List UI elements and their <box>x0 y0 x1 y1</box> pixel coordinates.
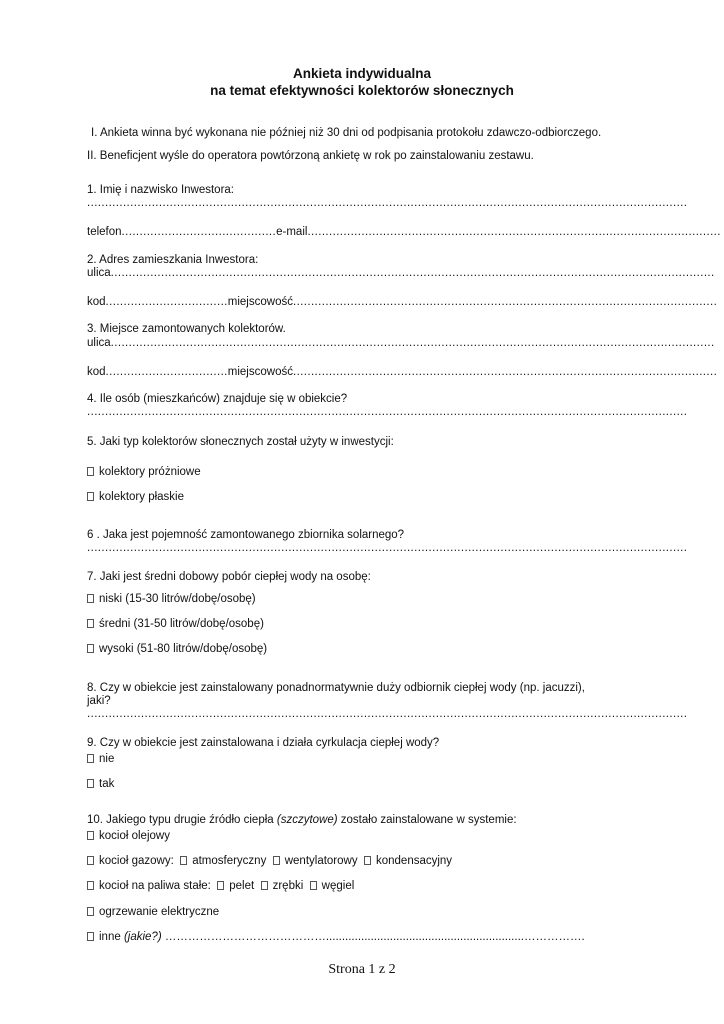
q2-street-line <box>87 266 715 280</box>
checkbox[interactable] <box>364 856 371 865</box>
checkbox[interactable] <box>87 831 94 840</box>
q3-city-field[interactable]: ...................................................................................................................... <box>292 366 718 378</box>
checkbox[interactable] <box>310 881 317 890</box>
solid-woodchips: zrębki <box>272 880 304 892</box>
checkbox[interactable] <box>87 594 94 603</box>
q10-other-field[interactable]: ……………………………………..............................................................……………. <box>161 931 585 943</box>
q7-option-medium[interactable]: średni (31-50 litrów/dobę/osobę) <box>87 617 264 631</box>
q3-street-label: ulica <box>87 337 111 349</box>
q5-label: 5. Jaki typ kolektorów słonecznych został użyty w inwestycji: <box>87 436 394 448</box>
q8-label: 8. Czy w obiekcie jest zainstalowany ponadnormatywnie duży odbiornik ciepłej wody (np. jacuzzi), <box>87 682 585 694</box>
q1-label: 1. Imię i nazwisko Inwestora: <box>87 184 235 196</box>
checkbox[interactable] <box>180 856 187 865</box>
q10-option-electric-heating[interactable]: ogrzewanie elektryczne <box>87 905 219 919</box>
q7-label: 7. Jaki jest średni dobowy pobór ciepłej wody na osobę: <box>87 571 371 583</box>
checkbox[interactable] <box>87 881 94 890</box>
q8-label-cont: jaki? <box>87 695 111 707</box>
solid-coal: węgiel <box>321 880 355 892</box>
q9-label: 9. Czy w obiekcie jest zainstalowana i działa cyrkulacja ciepłej wody? <box>87 737 440 749</box>
q6-label: 6 . Jaka jest pojemność zamontowanego zbiornika solarnego? <box>87 529 405 541</box>
checkbox[interactable] <box>87 856 94 865</box>
q2-city-field[interactable]: ...................................................................................................................... <box>292 296 718 308</box>
q9-option-no[interactable]: nie <box>87 752 114 766</box>
q1-name-field[interactable]: ....................................................................................................................................................................... <box>87 197 688 209</box>
checkbox[interactable] <box>87 644 94 653</box>
q3-code-field[interactable]: .................................. <box>105 366 228 378</box>
q8-answer-field[interactable]: ....................................................................................................................................................................... <box>87 708 688 720</box>
q1-email-label: e-mail <box>276 226 308 238</box>
q1-email-field[interactable]: ................................................................................................................... <box>307 226 721 238</box>
q2-city-label: miejscowość <box>227 296 293 308</box>
q2-street-field[interactable]: ........................................................................................................................................................................ <box>110 267 715 279</box>
page-number: Strona 1 z 2 <box>328 962 396 977</box>
checkbox[interactable] <box>87 467 94 476</box>
q10-option-other[interactable]: inne (jakie?) ……………………………………..............................................................……………. <box>87 930 637 944</box>
checkbox[interactable] <box>87 907 94 916</box>
checkbox[interactable] <box>273 856 280 865</box>
q10-option-oil-boiler[interactable]: kocioł olejowy <box>87 829 170 843</box>
form-subtitle: na temat efektywności kolektorów słonecznych <box>210 83 514 98</box>
q3-street-field[interactable]: ........................................................................................................................................................................ <box>110 337 715 349</box>
q2-code-label: kod <box>87 296 106 308</box>
q2-label: 2. Adres zamieszkania Inwestora: <box>87 254 259 266</box>
q5-option-vacuum[interactable]: kolektory próżniowe <box>87 465 201 479</box>
checkbox[interactable] <box>261 881 268 890</box>
q7-option-low[interactable]: niski (15-30 litrów/dobę/osobę) <box>87 592 256 606</box>
q2-street-label: ulica <box>87 267 111 279</box>
checkbox[interactable] <box>217 881 224 890</box>
q2-city-line <box>87 295 718 309</box>
q5-option-flat[interactable]: kolektory płaskie <box>87 490 184 504</box>
q9-option-yes[interactable]: tak <box>87 777 114 791</box>
q1-contact-line <box>87 225 721 239</box>
checkbox[interactable] <box>87 619 94 628</box>
q1-phone-label: telefon <box>87 226 122 238</box>
q3-code-label: kod <box>87 366 106 378</box>
q10-option-gas-boiler[interactable]: kocioł gazowy: atmosferyczny wentylatorowy kondensacyjny <box>87 854 452 868</box>
q4-label: 4. Ile osób (mieszkańców) znajduje się w obiekcie? <box>87 393 348 405</box>
checkbox[interactable] <box>87 754 94 763</box>
intro-instruction-2: II. Beneficjent wyśle do operatora powtórzoną ankietę w rok po zainstalowaniu zestawu. <box>87 150 534 162</box>
q2-code-field[interactable]: .................................. <box>105 296 228 308</box>
q3-label: 3. Miejsce zamontowanych kolektorów. <box>87 323 286 335</box>
q4-answer-field[interactable]: ....................................................................................................................................................................... <box>87 406 688 418</box>
checkbox[interactable] <box>87 779 94 788</box>
q3-street-line <box>87 336 715 350</box>
gas-fan: wentylatorowy <box>284 855 358 867</box>
q10-option-solid-fuel-boiler[interactable]: kocioł na paliwa stałe: pelet zrębki węgiel <box>87 879 354 893</box>
q3-city-line <box>87 365 718 379</box>
intro-instruction-1: I. Ankieta winna być wykonana nie później niż 30 dni od podpisania protokołu zdawczo-odbiorczego. <box>91 127 602 139</box>
q1-phone-field[interactable]: ........................................... <box>121 226 277 238</box>
q6-answer-field[interactable]: ....................................................................................................................................................................... <box>87 542 688 554</box>
gas-condensing: kondensacyjny <box>375 855 453 867</box>
q10-label: 10. Jakiego typu drugie źródło ciepła (szczytowe) zostało zainstalowane w systemie: <box>87 814 517 826</box>
solid-pellet: pelet <box>229 880 255 892</box>
q7-option-high[interactable]: wysoki (51-80 litrów/dobę/osobę) <box>87 642 267 656</box>
checkbox[interactable] <box>87 932 94 941</box>
form-title: Ankieta indywidualna <box>292 66 432 81</box>
checkbox[interactable] <box>87 492 94 501</box>
gas-atmospheric: atmosferyczny <box>192 855 267 867</box>
q3-city-label: miejscowość <box>227 366 293 378</box>
